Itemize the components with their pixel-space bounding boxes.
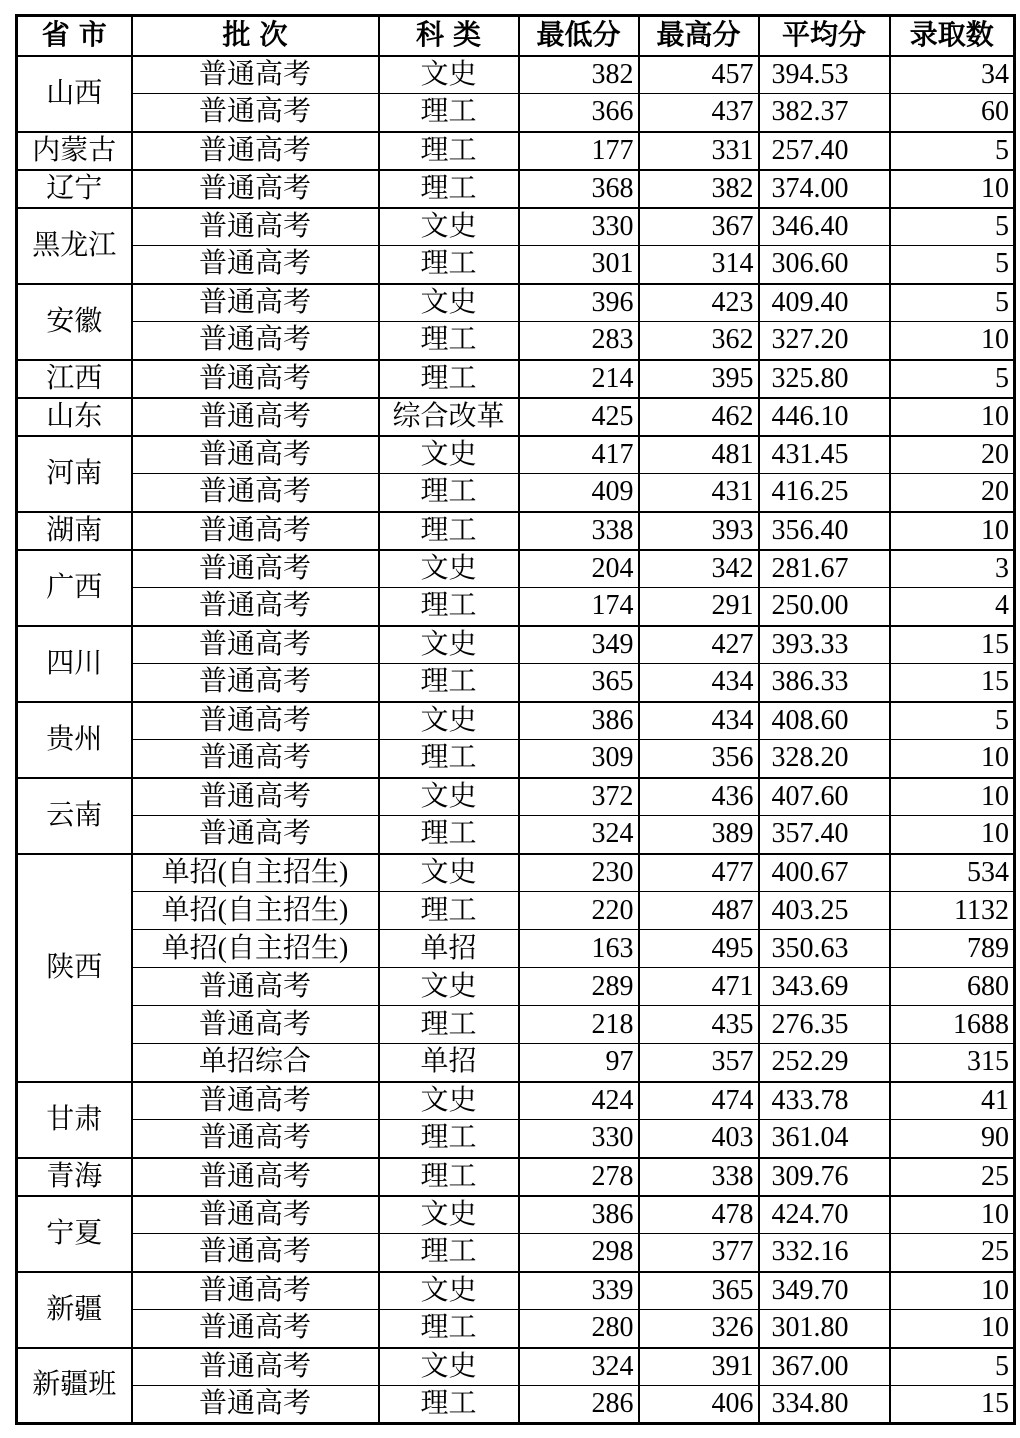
table-row [17,322,1015,360]
batch-cell: 单招(自主招生) [132,930,379,968]
max-score-cell: 434 [639,702,759,740]
subject-cell: 理工 [379,1120,519,1158]
admit-count-cell: 5 [890,1348,1015,1386]
col-header-max-score: 最高分 [639,16,759,56]
max-score-cell: 474 [639,1082,759,1120]
min-score-cell: 324 [519,1348,639,1386]
table-row [17,1044,1015,1082]
min-score-cell: 301 [519,246,639,284]
subject-cell: 文史 [379,284,519,322]
subject-cell: 理工 [379,740,519,778]
max-score-cell: 431 [639,474,759,512]
avg-score-cell: 332.16 [759,1234,890,1272]
avg-score-cell: 357.40 [759,816,890,854]
province-cell: 新疆班 [17,1348,132,1424]
province-cell: 内蒙古 [17,132,132,170]
table-row [17,968,1015,1006]
min-score-cell: 425 [519,398,639,436]
admit-count-cell: 25 [890,1158,1015,1196]
batch-cell: 普通高考 [132,778,379,816]
col-header-subject: 科类 [379,16,519,56]
min-score-cell: 365 [519,664,639,702]
table-row [17,398,1015,436]
avg-score-cell: 250.00 [759,588,890,626]
admission-score-table [15,14,1016,1425]
max-score-cell: 391 [639,1348,759,1386]
table-row [17,778,1015,816]
avg-score-cell: 446.10 [759,398,890,436]
subject-cell: 理工 [379,664,519,702]
table-row [17,588,1015,626]
subject-cell: 文史 [379,1196,519,1234]
admit-count-cell: 10 [890,778,1015,816]
batch-cell: 普通高考 [132,1234,379,1272]
col-header-province: 省市 [17,16,132,56]
batch-cell: 普通高考 [132,1158,379,1196]
batch-cell: 普通高考 [132,208,379,246]
province-cell: 青海 [17,1158,132,1196]
max-score-cell: 406 [639,1386,759,1424]
province-cell: 陕西 [17,854,132,1082]
max-score-cell: 393 [639,512,759,550]
province-cell: 河南 [17,436,132,512]
min-score-cell: 218 [519,1006,639,1044]
max-score-cell: 457 [639,56,759,94]
avg-score-cell: 350.63 [759,930,890,968]
min-score-cell: 382 [519,56,639,94]
batch-cell: 普通高考 [132,664,379,702]
table-body [17,56,1015,1424]
subject-cell: 理工 [379,1006,519,1044]
table-row [17,208,1015,246]
table-row [17,436,1015,474]
admit-count-cell: 1132 [890,892,1015,930]
avg-score-cell: 306.60 [759,246,890,284]
max-score-cell: 314 [639,246,759,284]
batch-cell: 普通高考 [132,398,379,436]
col-header-admit-count: 录取数 [890,16,1015,56]
batch-cell: 普通高考 [132,512,379,550]
admit-count-cell: 1688 [890,1006,1015,1044]
table-row [17,702,1015,740]
province-cell: 宁夏 [17,1196,132,1272]
min-score-cell: 339 [519,1272,639,1310]
min-score-cell: 230 [519,854,639,892]
batch-cell: 普通高考 [132,816,379,854]
batch-cell: 普通高考 [132,94,379,132]
min-score-cell: 286 [519,1386,639,1424]
min-score-cell: 424 [519,1082,639,1120]
subject-cell: 理工 [379,132,519,170]
subject-cell: 理工 [379,1310,519,1348]
subject-cell: 单招 [379,1044,519,1082]
max-score-cell: 291 [639,588,759,626]
table-row [17,1082,1015,1120]
max-score-cell: 389 [639,816,759,854]
avg-score-cell: 367.00 [759,1348,890,1386]
batch-cell: 普通高考 [132,132,379,170]
batch-cell: 普通高考 [132,246,379,284]
min-score-cell: 278 [519,1158,639,1196]
min-score-cell: 386 [519,702,639,740]
max-score-cell: 403 [639,1120,759,1158]
admit-count-cell: 15 [890,626,1015,664]
avg-score-cell: 374.00 [759,170,890,208]
col-header-avg-score: 平均分 [759,16,890,56]
province-cell: 江西 [17,360,132,398]
min-score-cell: 204 [519,550,639,588]
min-score-cell: 349 [519,626,639,664]
max-score-cell: 471 [639,968,759,1006]
subject-cell: 文史 [379,968,519,1006]
batch-cell: 普通高考 [132,702,379,740]
province-cell: 安徽 [17,284,132,360]
max-score-cell: 342 [639,550,759,588]
avg-score-cell: 386.33 [759,664,890,702]
avg-score-cell: 276.35 [759,1006,890,1044]
min-score-cell: 298 [519,1234,639,1272]
min-score-cell: 366 [519,94,639,132]
avg-score-cell: 394.53 [759,56,890,94]
avg-score-cell: 252.29 [759,1044,890,1082]
table-row [17,94,1015,132]
max-score-cell: 331 [639,132,759,170]
province-cell: 新疆 [17,1272,132,1348]
max-score-cell: 487 [639,892,759,930]
min-score-cell: 163 [519,930,639,968]
subject-cell: 文史 [379,1348,519,1386]
min-score-cell: 417 [519,436,639,474]
table-row [17,1196,1015,1234]
table-row [17,816,1015,854]
subject-cell: 理工 [379,588,519,626]
max-score-cell: 326 [639,1310,759,1348]
subject-cell: 单招 [379,930,519,968]
avg-score-cell: 433.78 [759,1082,890,1120]
avg-score-cell: 403.25 [759,892,890,930]
batch-cell: 普通高考 [132,968,379,1006]
batch-cell: 普通高考 [132,1082,379,1120]
table-row [17,664,1015,702]
subject-cell: 文史 [379,778,519,816]
table-row [17,132,1015,170]
batch-cell: 普通高考 [132,1196,379,1234]
max-score-cell: 481 [639,436,759,474]
table-row [17,550,1015,588]
admit-count-cell: 789 [890,930,1015,968]
table-row [17,892,1015,930]
batch-cell: 普通高考 [132,436,379,474]
province-cell: 山西 [17,56,132,132]
avg-score-cell: 328.20 [759,740,890,778]
batch-cell: 普通高考 [132,284,379,322]
max-score-cell: 462 [639,398,759,436]
col-header-batch: 批次 [132,16,379,56]
table-row [17,740,1015,778]
subject-cell: 文史 [379,56,519,94]
min-score-cell: 214 [519,360,639,398]
header-row [17,16,1015,56]
avg-score-cell: 416.25 [759,474,890,512]
max-score-cell: 495 [639,930,759,968]
admit-count-cell: 90 [890,1120,1015,1158]
province-cell: 湖南 [17,512,132,550]
subject-cell: 理工 [379,474,519,512]
col-header-min-score: 最低分 [519,16,639,56]
avg-score-cell: 408.60 [759,702,890,740]
admit-count-cell: 315 [890,1044,1015,1082]
avg-score-cell: 356.40 [759,512,890,550]
max-score-cell: 477 [639,854,759,892]
min-score-cell: 330 [519,1120,639,1158]
batch-cell: 普通高考 [132,322,379,360]
max-score-cell: 362 [639,322,759,360]
min-score-cell: 396 [519,284,639,322]
batch-cell: 普通高考 [132,1310,379,1348]
max-score-cell: 367 [639,208,759,246]
avg-score-cell: 382.37 [759,94,890,132]
max-score-cell: 356 [639,740,759,778]
subject-cell: 文史 [379,702,519,740]
batch-cell: 普通高考 [132,1006,379,1044]
table-row [17,246,1015,284]
batch-cell: 普通高考 [132,56,379,94]
admit-count-cell: 5 [890,284,1015,322]
batch-cell: 普通高考 [132,170,379,208]
avg-score-cell: 334.80 [759,1386,890,1424]
table-row [17,1158,1015,1196]
batch-cell: 单招(自主招生) [132,892,379,930]
subject-cell: 理工 [379,816,519,854]
province-cell: 甘肃 [17,1082,132,1158]
admit-count-cell: 10 [890,1310,1015,1348]
avg-score-cell: 343.69 [759,968,890,1006]
min-score-cell: 309 [519,740,639,778]
subject-cell: 文史 [379,1082,519,1120]
table-row [17,930,1015,968]
admit-count-cell: 10 [890,816,1015,854]
avg-score-cell: 257.40 [759,132,890,170]
min-score-cell: 177 [519,132,639,170]
min-score-cell: 174 [519,588,639,626]
avg-score-cell: 407.60 [759,778,890,816]
table-row [17,1386,1015,1424]
subject-cell: 理工 [379,170,519,208]
max-score-cell: 434 [639,664,759,702]
batch-cell: 普通高考 [132,1348,379,1386]
min-score-cell: 338 [519,512,639,550]
max-score-cell: 377 [639,1234,759,1272]
subject-cell: 文史 [379,626,519,664]
avg-score-cell: 393.33 [759,626,890,664]
max-score-cell: 382 [639,170,759,208]
avg-score-cell: 400.67 [759,854,890,892]
admit-count-cell: 10 [890,170,1015,208]
batch-cell: 普通高考 [132,626,379,664]
max-score-cell: 436 [639,778,759,816]
table-row [17,1006,1015,1044]
province-cell: 辽宁 [17,170,132,208]
min-score-cell: 330 [519,208,639,246]
max-score-cell: 357 [639,1044,759,1082]
min-score-cell: 289 [519,968,639,1006]
avg-score-cell: 301.80 [759,1310,890,1348]
admit-count-cell: 10 [890,398,1015,436]
max-score-cell: 437 [639,94,759,132]
batch-cell: 单招(自主招生) [132,854,379,892]
table-row [17,170,1015,208]
subject-cell: 理工 [379,1386,519,1424]
subject-cell: 文史 [379,1272,519,1310]
max-score-cell: 478 [639,1196,759,1234]
min-score-cell: 97 [519,1044,639,1082]
avg-score-cell: 424.70 [759,1196,890,1234]
subject-cell: 理工 [379,246,519,284]
table-row [17,1310,1015,1348]
subject-cell: 理工 [379,512,519,550]
table-row [17,512,1015,550]
admit-count-cell: 10 [890,512,1015,550]
admit-count-cell: 5 [890,702,1015,740]
max-score-cell: 423 [639,284,759,322]
avg-score-cell: 325.80 [759,360,890,398]
admit-count-cell: 10 [890,1196,1015,1234]
batch-cell: 普通高考 [132,474,379,512]
admit-count-cell: 41 [890,1082,1015,1120]
max-score-cell: 395 [639,360,759,398]
admit-count-cell: 15 [890,664,1015,702]
province-cell: 山东 [17,398,132,436]
table-row [17,56,1015,94]
min-score-cell: 280 [519,1310,639,1348]
max-score-cell: 427 [639,626,759,664]
admit-count-cell: 4 [890,588,1015,626]
table-row [17,1272,1015,1310]
avg-score-cell: 431.45 [759,436,890,474]
min-score-cell: 283 [519,322,639,360]
batch-cell: 单招综合 [132,1044,379,1082]
admit-count-cell: 15 [890,1386,1015,1424]
admit-count-cell: 60 [890,94,1015,132]
batch-cell: 普通高考 [132,1120,379,1158]
subject-cell: 理工 [379,892,519,930]
avg-score-cell: 309.76 [759,1158,890,1196]
avg-score-cell: 361.04 [759,1120,890,1158]
max-score-cell: 435 [639,1006,759,1044]
province-cell: 贵州 [17,702,132,778]
avg-score-cell: 281.67 [759,550,890,588]
province-cell: 黑龙江 [17,208,132,284]
table-row [17,284,1015,322]
batch-cell: 普通高考 [132,550,379,588]
batch-cell: 普通高考 [132,360,379,398]
province-cell: 广西 [17,550,132,626]
admit-count-cell: 10 [890,740,1015,778]
admit-count-cell: 5 [890,360,1015,398]
table-row [17,1120,1015,1158]
avg-score-cell: 327.20 [759,322,890,360]
subject-cell: 理工 [379,322,519,360]
avg-score-cell: 346.40 [759,208,890,246]
admit-count-cell: 25 [890,1234,1015,1272]
admit-count-cell: 534 [890,854,1015,892]
min-score-cell: 409 [519,474,639,512]
avg-score-cell: 349.70 [759,1272,890,1310]
min-score-cell: 220 [519,892,639,930]
subject-cell: 理工 [379,1234,519,1272]
admit-count-cell: 20 [890,436,1015,474]
admit-count-cell: 5 [890,132,1015,170]
subject-cell: 理工 [379,1158,519,1196]
min-score-cell: 386 [519,1196,639,1234]
admit-count-cell: 34 [890,56,1015,94]
province-cell: 四川 [17,626,132,702]
subject-cell: 理工 [379,94,519,132]
min-score-cell: 368 [519,170,639,208]
min-score-cell: 324 [519,816,639,854]
subject-cell: 文史 [379,208,519,246]
table-row [17,854,1015,892]
admit-count-cell: 5 [890,208,1015,246]
admit-count-cell: 10 [890,1272,1015,1310]
min-score-cell: 372 [519,778,639,816]
table-row [17,626,1015,664]
subject-cell: 综合改革 [379,398,519,436]
table-row [17,1348,1015,1386]
max-score-cell: 338 [639,1158,759,1196]
table-row [17,360,1015,398]
batch-cell: 普通高考 [132,1386,379,1424]
batch-cell: 普通高考 [132,1272,379,1310]
province-cell: 云南 [17,778,132,854]
admit-count-cell: 20 [890,474,1015,512]
admit-count-cell: 3 [890,550,1015,588]
subject-cell: 文史 [379,550,519,588]
max-score-cell: 365 [639,1272,759,1310]
admit-count-cell: 680 [890,968,1015,1006]
table-row [17,474,1015,512]
table-row [17,1234,1015,1272]
batch-cell: 普通高考 [132,588,379,626]
subject-cell: 理工 [379,360,519,398]
subject-cell: 文史 [379,854,519,892]
subject-cell: 文史 [379,436,519,474]
avg-score-cell: 409.40 [759,284,890,322]
batch-cell: 普通高考 [132,740,379,778]
admit-count-cell: 10 [890,322,1015,360]
admit-count-cell: 5 [890,246,1015,284]
